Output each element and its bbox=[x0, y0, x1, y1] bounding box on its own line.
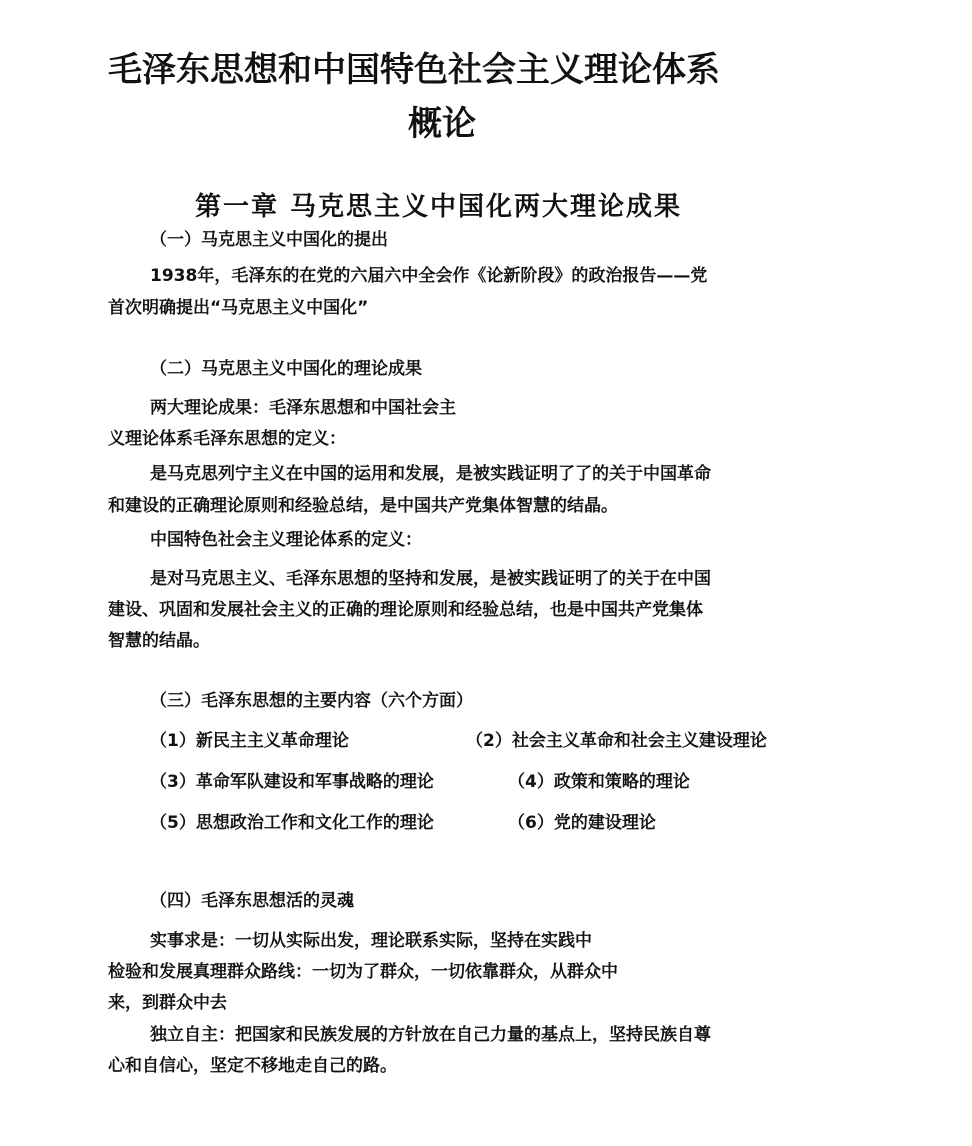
section-4-heading: （四）毛泽东思想活的灵魂 bbox=[150, 891, 354, 911]
section-4-line-2: 检验和发展真理群众路线：一切为了群众，一切依靠群众，从群众中 bbox=[108, 962, 618, 982]
section-2-line-4: 和建设的正确理论原则和经验总结，是中国共产党集体智慧的结晶。 bbox=[108, 496, 618, 516]
document-title-line-2: 概论 bbox=[408, 104, 476, 144]
document-title-line-1: 毛泽东思想和中国特色社会主义理论体系 bbox=[108, 50, 720, 90]
section-4-line-1: 实事求是：一切从实际出发，理论联系实际，坚持在实践中 bbox=[150, 931, 592, 951]
section-2-line-7: 建设、巩固和发展社会主义的正确的理论原则和经验总结，也是中国共产党集体 bbox=[108, 600, 703, 620]
section-3-item-6: （6）党的建设理论 bbox=[508, 813, 656, 833]
chapter-title: 第一章 马克思主义中国化两大理论成果 bbox=[195, 192, 683, 222]
section-2-line-2: 义理论体系毛泽东思想的定义： bbox=[108, 429, 346, 449]
section-2-line-8: 智慧的结晶。 bbox=[108, 631, 210, 651]
section-4-line-5: 心和自信心，坚定不移地走自己的路。 bbox=[108, 1056, 397, 1076]
section-2-line-1: 两大理论成果：毛泽东思想和中国社会主 bbox=[150, 398, 456, 418]
section-4-line-4: 独立自主：把国家和民族发展的方针放在自己力量的基点上，坚持民族自尊 bbox=[150, 1025, 711, 1045]
section-4-line-3: 来，到群众中去 bbox=[108, 993, 227, 1013]
section-3-item-5: （5）思想政治工作和文化工作的理论 bbox=[150, 813, 434, 833]
section-2-line-3: 是马克思列宁主义在中国的运用和发展，是被实践证明了了的关于中国革命 bbox=[150, 464, 711, 484]
section-2-line-5: 中国特色社会主义理论体系的定义： bbox=[150, 530, 422, 550]
section-2-line-6: 是对马克思主义、毛泽东思想的坚持和发展，是被实践证明了的关于在中国 bbox=[150, 569, 711, 589]
section-3-item-4: （4）政策和策略的理论 bbox=[508, 772, 690, 792]
section-1-heading: （一）马克思主义中国化的提出 bbox=[150, 230, 388, 250]
section-2-heading: （二）马克思主义中国化的理论成果 bbox=[150, 359, 422, 379]
section-3-item-1: （1）新民主主义革命理论 bbox=[150, 731, 349, 751]
section-1-line-2: 首次明确提出“马克思主义中国化” bbox=[108, 298, 369, 318]
section-3-heading: （三）毛泽东思想的主要内容（六个方面） bbox=[150, 691, 473, 711]
section-1-line-1: 1938年，毛泽东的在党的六届六中全会作《论新阶段》的政治报告——党 bbox=[150, 266, 708, 286]
section-3-item-2: （2）社会主义革命和社会主义建设理论 bbox=[466, 731, 767, 751]
section-3-item-3: （3）革命军队建设和军事战略的理论 bbox=[150, 772, 434, 792]
